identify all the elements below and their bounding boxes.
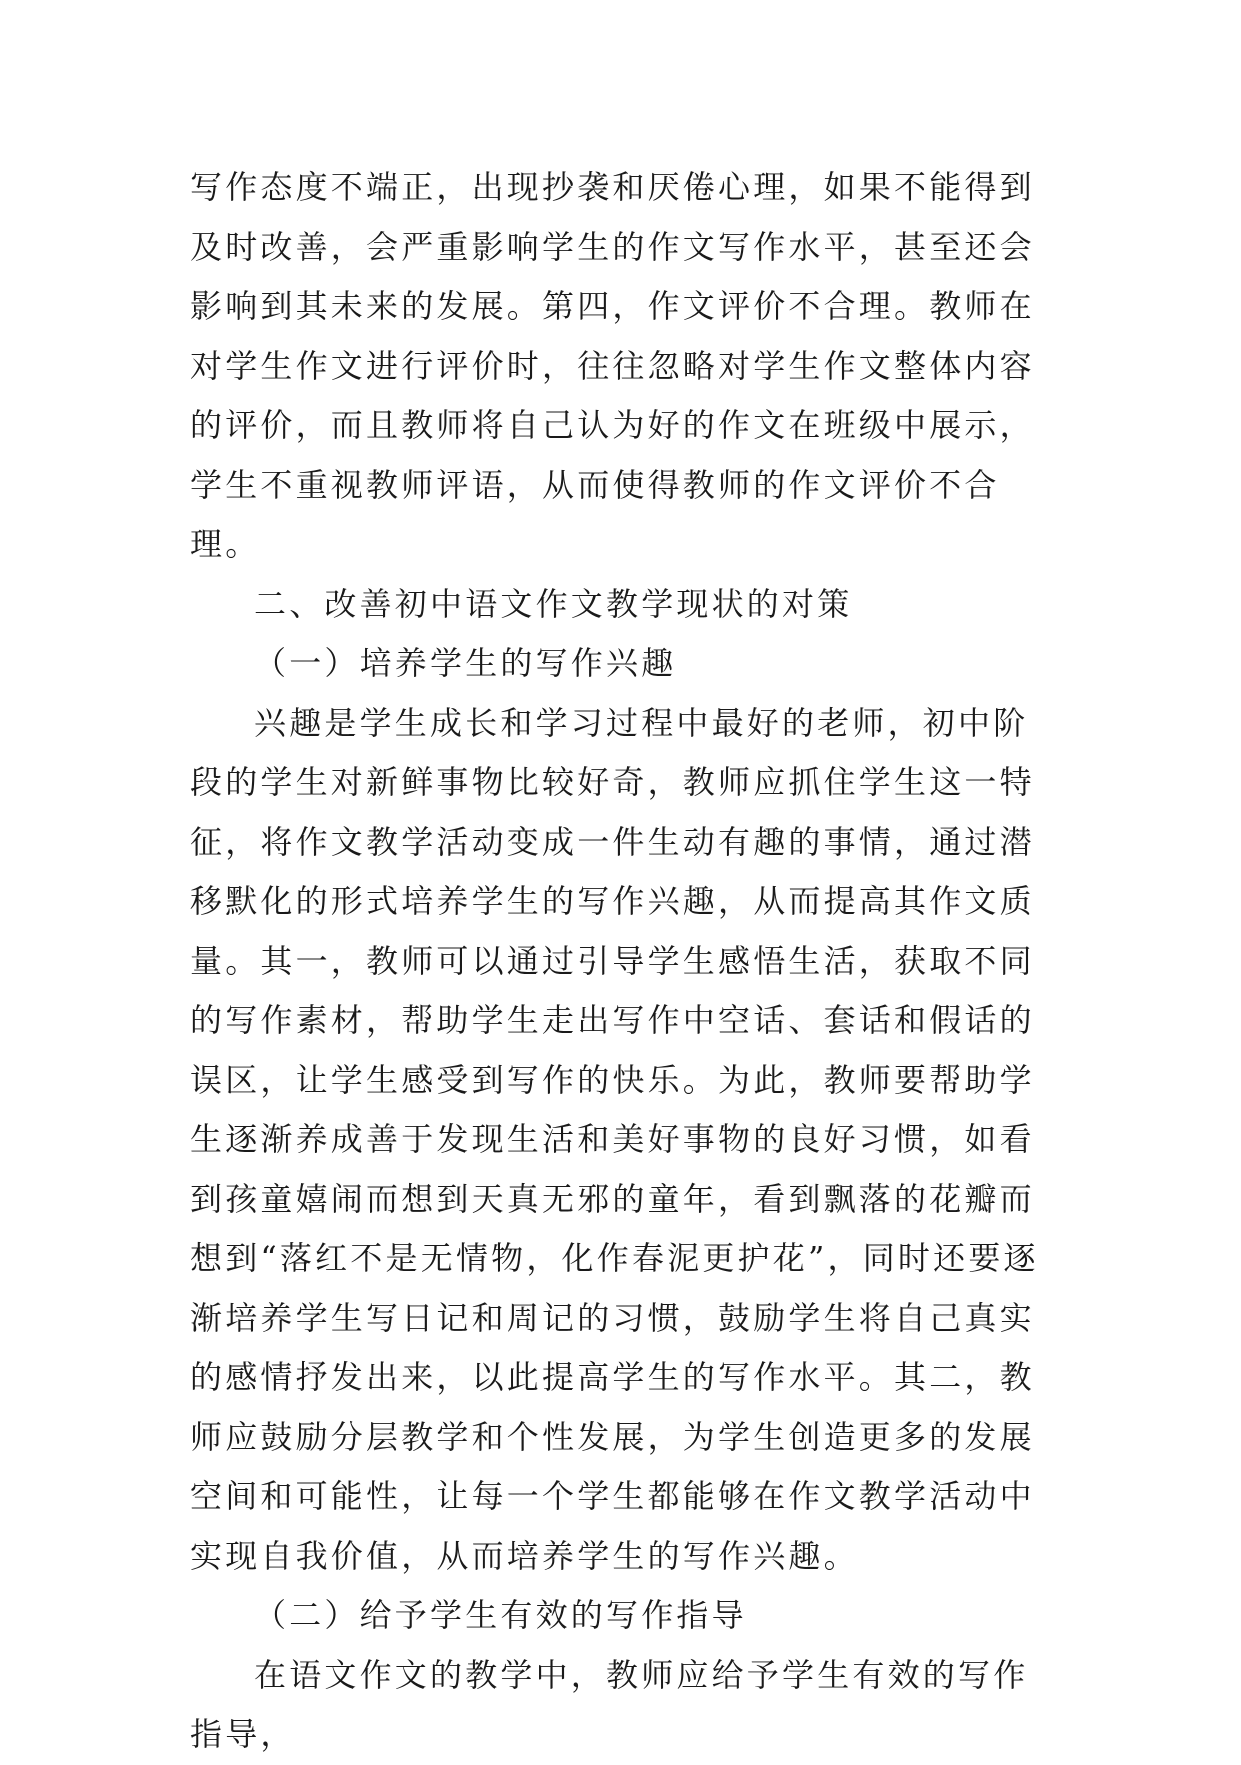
document-body [190, 158, 1052, 1765]
body-paragraph-guidance: 在语文作文的教学中，教师应给予学生有效的写作指导， [190, 1655, 1029, 1753]
body-paragraph-continuation: 写作态度不端正，出现抄袭和厌倦心理，如果不能得到及时改善，会严重影响学生的作文写作水平，甚至还会影响到其未来的发展。第四，作文评价不合理。教师在对学生作文进行评价时，往往忽略对学生作文整体内容的评价，而且教师将自己认为好的作文在班级中展示，学生不重视教师评语，从而使得教师的作文评价不合理。 [190, 168, 1035, 563]
body-paragraph-interest: 兴趣是学生成长和学习过程中最好的老师，初中阶段的学生对新鲜事物比较好奇，教师应抓住学生这一特征，将作文教学活动变成一件生动有趣的事情，通过潜移默化的形式培养学生的写作兴趣，从而提高其作文质量。其一，教师可以通过引导学生感悟生活，获取不同的写作素材，帮助学生走出写作中空话、套话和假话的误区，让学生感受到写作的快乐。为此，教师要帮助学生逐渐养成善于发现生活和美好事物的良好习惯，如看到孩童嬉闹而想到天真无邪的童年，看到飘落的花瓣而想到“落红不是无情物，化作春泥更护花”，同时还要逐渐培养学生写日记和周记的习惯，鼓励学生将自己真实的感情抒发出来，以此提高学生的写作水平。其二，教师应鼓励分层教学和个性发展，为学生创造更多的发展空间和可能性，让每一个学生都能够在作文教学活动中实现自我价值，从而培养学生的写作兴趣。 [190, 703, 1039, 1575]
section-heading: 二、改善初中语文作文教学现状的对策 [254, 584, 853, 623]
subsection-heading-guidance: （二）给予学生有效的写作指导 [254, 1596, 747, 1634]
subsection-heading-interest: （一）培养学生的写作兴趣 [254, 644, 677, 682]
